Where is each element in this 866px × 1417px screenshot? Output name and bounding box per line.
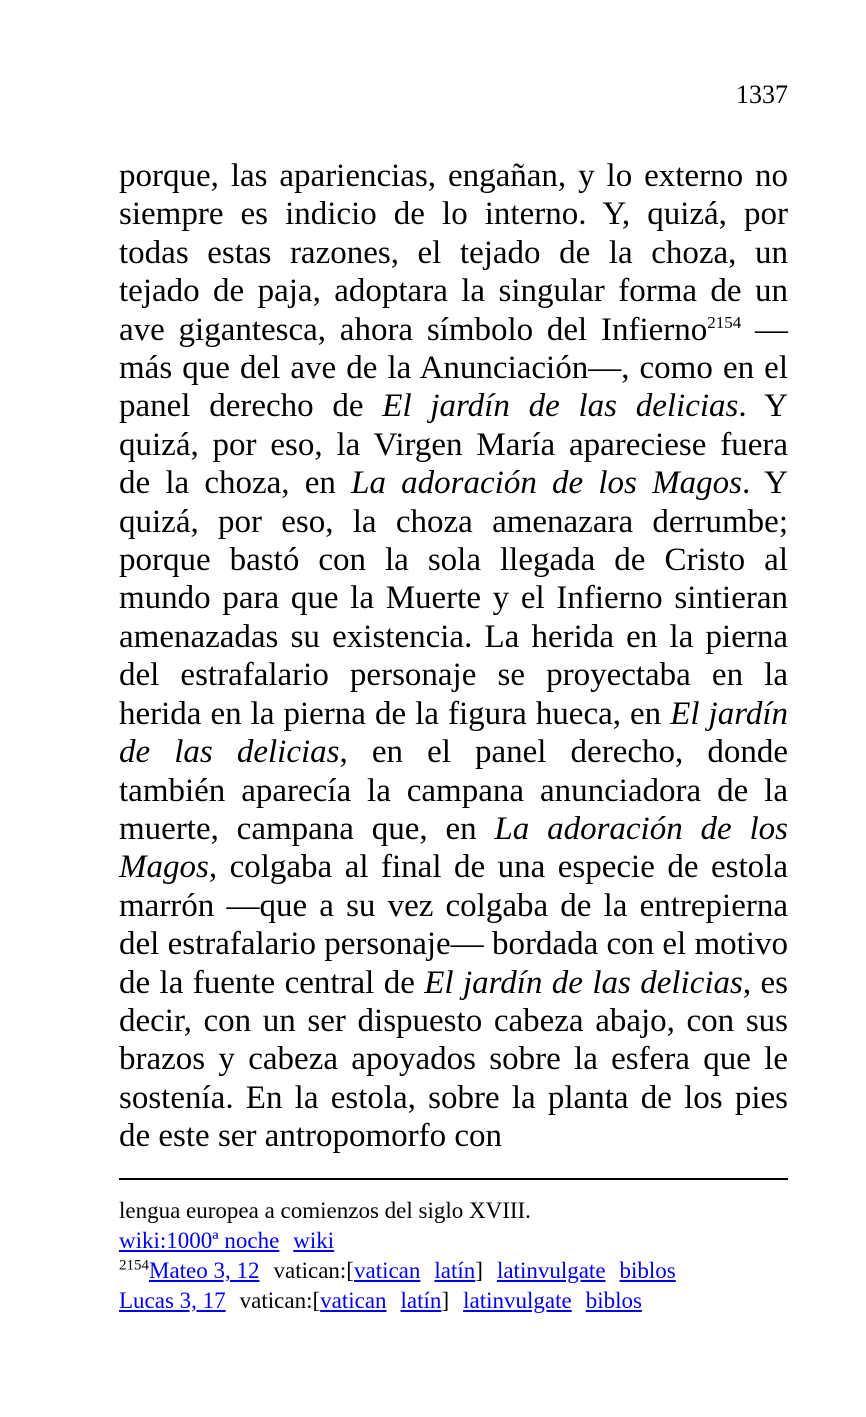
text-run: , es decir, con un ser dispuesto cabeza abajo, con sus brazos y cabeza apoyados sobre la esfera que le sostenía. En la estola, sobre la planta de los pies de este ser antropomorfo con: [119, 964, 788, 1155]
footnote-separator: [119, 1178, 788, 1180]
artwork-title: El jardín de las delicias: [382, 388, 739, 425]
footnote-line: [119, 1196, 788, 1226]
footnote-reference: 2154: [707, 312, 742, 332]
text-run: porque, las apariencias, engañan, y lo externo no siempre es indicio de lo interno. Y, quizá, por todas estas razones, el tejado de la choza, un tejado de paja, adoptara la singular forma de un ave gigantesca, ahora símbolo del Infierno: [119, 158, 788, 348]
artwork-title: La adoración de los Magos: [119, 810, 788, 886]
footnotes: [119, 1196, 788, 1316]
wiki-link[interactable]: wiki: [293, 1228, 335, 1253]
wiki-1000-noche-link[interactable]: wiki:1000ª noche: [119, 1228, 280, 1253]
footnote-number: 2154: [119, 1257, 149, 1274]
footnote-line: [119, 1256, 788, 1286]
vatican-link[interactable]: vatican: [353, 1258, 421, 1283]
text-run: , en el panel derecho, donde también aparecía la campana anunciadora de la muerte, campana que, en: [119, 734, 788, 847]
text-run: . Y quizá, por eso, la choza amenazara derrumbe; porque bastó con la sola llegada de Cristo al mundo para que la Muerte y el Infierno sintieran amenazadas su existencia. La herida en la pierna del estrafalario personaje se proyectaba en la herida en la pierna de la figura hueca, en: [119, 465, 788, 732]
bracket-close: ]: [475, 1258, 483, 1283]
bracket-close: ]: [441, 1288, 450, 1313]
vatican-prefix: vatican:[: [239, 1288, 321, 1313]
biblos-link[interactable]: biblos: [619, 1258, 676, 1283]
mateo-link[interactable]: Mateo 3, 12: [149, 1258, 260, 1283]
text-run: , colgaba al final de una especie de estola marrón —que a su vez colgaba de la entrepierna del estrafalario personaje— bordada con el motivo de la fuente central de: [119, 849, 788, 1001]
lucas-link[interactable]: Lucas 3, 17: [119, 1288, 226, 1313]
vatican-link[interactable]: vatican: [320, 1288, 387, 1313]
page-number: 1337: [736, 80, 788, 109]
biblos-link[interactable]: biblos: [585, 1288, 642, 1313]
vatican-prefix: vatican:[: [273, 1258, 354, 1283]
artwork-title: La adoración de los Magos: [351, 465, 742, 502]
footnote-line: [119, 1286, 788, 1316]
artwork-title: El jardín de las delicias: [119, 695, 788, 771]
body-paragraph: [119, 157, 788, 1156]
latinvulgate-link[interactable]: latinvulgate: [463, 1288, 572, 1313]
latin-link[interactable]: latín: [400, 1288, 442, 1313]
body-text: [119, 157, 788, 1156]
latinvulgate-link[interactable]: latinvulgate: [496, 1258, 606, 1283]
artwork-title: El jardín de las delicias: [424, 964, 743, 1001]
footnote-text: lengua europea a comienzos del siglo XVIII.: [119, 1198, 531, 1223]
latin-link[interactable]: latín: [434, 1258, 476, 1283]
footnote-line: [119, 1226, 788, 1256]
text-run: —más que del ave de la Anunciación—, como en el panel derecho de: [119, 311, 789, 425]
text-run: . Y quizá, por eso, la Virgen María apareciese fuera de la choza, en: [119, 388, 788, 502]
